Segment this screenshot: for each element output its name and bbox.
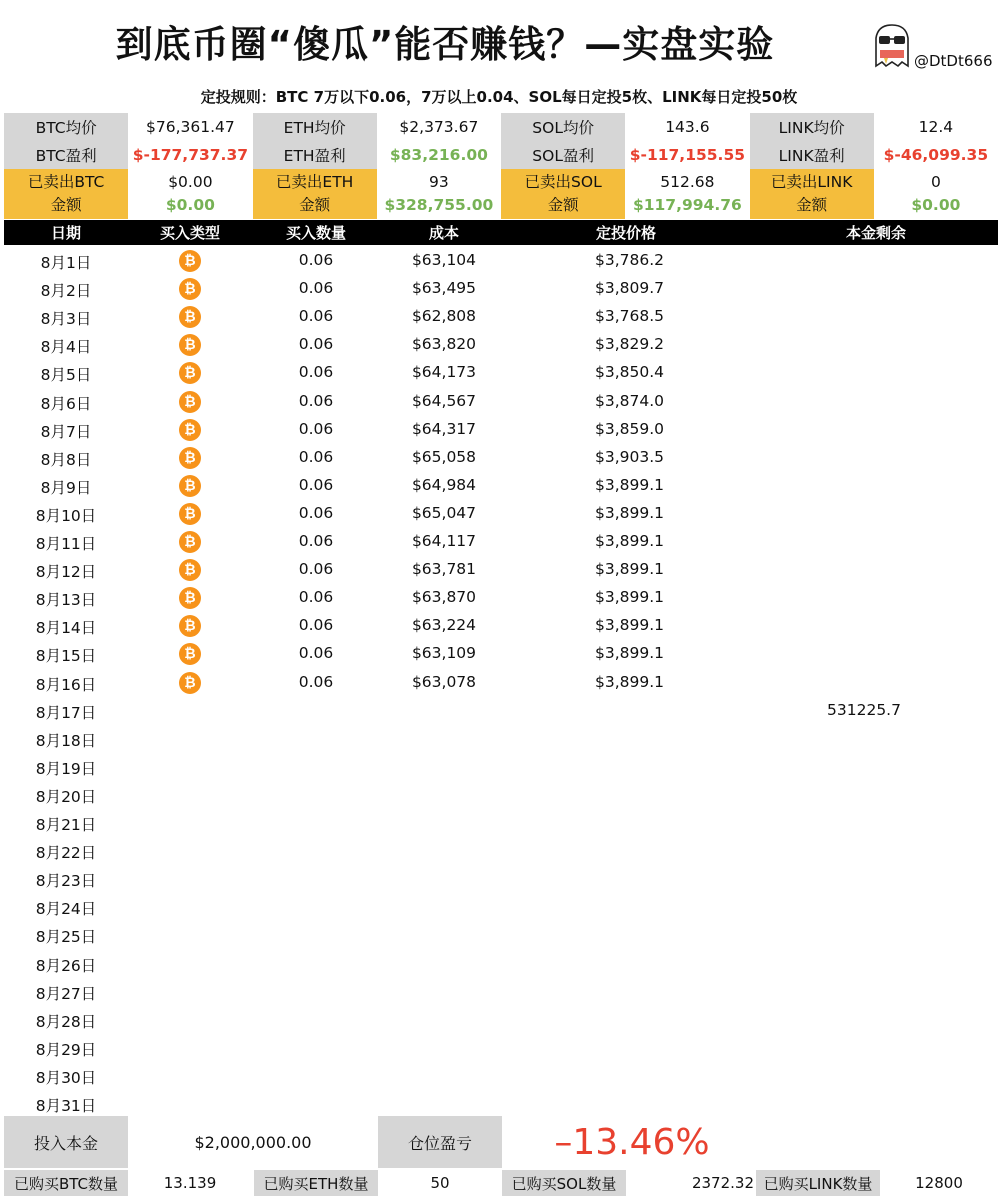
eth-holdings-label: 已购买ETH数量 (254, 1170, 378, 1196)
bitcoin-icon: ₿ (179, 503, 201, 525)
row-qty: 0.06 (298, 503, 334, 522)
stat-value: $76,361.47 (146, 118, 235, 136)
stat-label: BTC盈利 (4, 141, 128, 169)
row-price: $3,899.1 (594, 503, 664, 522)
row-date: 8月4日 (40, 338, 92, 357)
sold-label-top: 已卖出LINK (770, 173, 853, 191)
row-qty: 0.06 (298, 616, 334, 635)
table-header (4, 220, 998, 245)
row-date: 8月1日 (40, 254, 92, 272)
sold-count: 0 (930, 173, 941, 191)
row-date: 8月22日 (35, 844, 97, 863)
row-cost: $63,109 (411, 644, 477, 663)
row-cost: $63,781 (411, 560, 477, 579)
stat-label: ETH均价 (253, 113, 377, 141)
sold-amount: $0.00 (911, 196, 961, 214)
row-date: 8月6日 (40, 394, 92, 413)
stat-label: BTC均价 (4, 113, 128, 141)
sold-amount: $0.00 (165, 196, 215, 214)
bitcoin-icon: ₿ (179, 250, 201, 272)
stats-grid (4, 113, 998, 219)
table-row (4, 752, 998, 780)
bitcoin-icon: ₿ (179, 334, 201, 356)
row-qty: 0.06 (298, 532, 334, 550)
table-row (4, 358, 998, 386)
header-buy-qty: 买入数量 (285, 224, 346, 242)
table-row (4, 864, 998, 892)
row-date: 8月23日 (35, 872, 97, 891)
table-row (4, 274, 998, 302)
row-date: 8月11日 (35, 535, 97, 553)
sold-sol-values (625, 169, 749, 219)
sold-sol-label (501, 169, 625, 219)
row-date: 8月26日 (35, 956, 97, 975)
header-date: 日期 (50, 224, 81, 242)
row-cost: $65,058 (411, 447, 477, 466)
row-cost: $63,495 (411, 279, 477, 298)
bitcoin-icon: ₿ (179, 362, 201, 384)
row-date: 8月15日 (35, 647, 97, 666)
principal-label: 投入本金 (4, 1116, 128, 1168)
profit-row (4, 141, 998, 169)
sol-holdings-label: 已购买SOL数量 (502, 1170, 626, 1196)
stat-label: LINK盈利 (750, 141, 874, 169)
row-cost: $64,567 (411, 391, 477, 410)
bitcoin-icon: ₿ (179, 672, 201, 694)
row-date: 8月19日 (35, 759, 97, 778)
table-row (4, 949, 998, 977)
table-row (4, 443, 998, 471)
row-date: 8月31日 (35, 1097, 97, 1115)
header-remaining: 本金剩余 (845, 224, 906, 242)
row-date: 8月20日 (35, 787, 97, 806)
header-price: 定投价格 (595, 224, 656, 242)
row-price: $3,899.1 (594, 616, 664, 635)
row-qty: 0.06 (298, 672, 334, 691)
table-row (4, 611, 998, 639)
sold-row (4, 169, 998, 219)
sold-eth-label (253, 169, 377, 219)
table-row (4, 808, 998, 836)
row-qty: 0.06 (298, 335, 334, 354)
row-qty: 0.06 (298, 307, 334, 326)
row-cost: $64,317 (411, 419, 477, 438)
summary-block (4, 1116, 998, 1172)
table-row (4, 780, 998, 808)
row-date: 8月8日 (40, 450, 92, 469)
row-date: 8月5日 (40, 366, 92, 385)
stat-label: LINK均价 (750, 113, 874, 141)
sold-link-values (874, 169, 998, 219)
row-price: $3,899.1 (594, 588, 664, 607)
table-row (4, 1061, 998, 1089)
table-row (4, 387, 998, 415)
stat-value: 12.4 (918, 118, 954, 136)
row-price: $3,786.2 (594, 251, 664, 269)
sold-label-top: 已卖出SOL (524, 173, 602, 191)
row-date: 8月27日 (35, 984, 97, 1003)
header-buy-type: 买入类型 (159, 224, 220, 242)
row-qty: 0.06 (298, 279, 334, 298)
row-date: 8月30日 (35, 1068, 97, 1087)
row-date: 8月12日 (35, 563, 97, 582)
sold-label-bottom: 金额 (796, 196, 828, 214)
table-row (4, 471, 998, 499)
table-row (4, 415, 998, 443)
principal-value: $2,000,000.00 (194, 1132, 312, 1152)
row-qty: 0.06 (298, 644, 334, 663)
row-qty: 0.06 (298, 363, 334, 382)
row-date: 8月3日 (40, 310, 92, 329)
sold-label-bottom: 金额 (547, 196, 579, 214)
author-handle: @DtDt666 (914, 52, 993, 70)
row-date: 8月9日 (40, 478, 92, 497)
stat-label: ETH盈利 (253, 141, 377, 169)
bitcoin-icon: ₿ (179, 419, 201, 441)
link-holdings-label: 已购买LINK数量 (756, 1170, 880, 1196)
table-row (4, 836, 998, 864)
row-date: 8月2日 (40, 282, 92, 301)
row-cost: $63,870 (411, 588, 477, 607)
stat-value: $2,373.67 (399, 118, 479, 136)
table-row (4, 555, 998, 583)
sold-label-bottom: 金额 (50, 196, 82, 214)
bitcoin-icon: ₿ (179, 278, 201, 300)
stat-label: SOL盈利 (501, 141, 625, 169)
row-cost: $65,047 (411, 503, 477, 522)
row-qty: 0.06 (298, 251, 334, 269)
row-date: 8月17日 (35, 703, 97, 722)
row-price: $3,899.1 (594, 672, 664, 691)
eth-holdings-value: 50 (430, 1174, 450, 1192)
row-price: $3,859.0 (594, 419, 664, 438)
stat-label: SOL均价 (501, 113, 625, 141)
table-row (4, 246, 998, 274)
row-price: $3,829.2 (594, 335, 664, 354)
row-date: 8月29日 (35, 1040, 97, 1059)
sold-btc-label (4, 169, 128, 219)
sold-eth-values (377, 169, 501, 219)
row-price: $3,903.5 (594, 447, 664, 466)
table-row (4, 1089, 998, 1117)
bitcoin-icon: ₿ (179, 391, 201, 413)
row-date: 8月28日 (35, 1012, 97, 1031)
header-cost: 成本 (428, 224, 459, 242)
pnl-label: 仓位盈亏 (378, 1116, 502, 1168)
sold-label-top: 已卖出BTC (27, 173, 105, 191)
sold-count: $0.00 (168, 173, 213, 191)
row-qty: 0.06 (298, 475, 334, 494)
bitcoin-icon: ₿ (179, 615, 201, 637)
table-row (4, 977, 998, 1005)
sold-label-bottom: 金额 (299, 196, 331, 214)
row-remaining: 531225.7 (827, 700, 901, 719)
bitcoin-icon: ₿ (179, 531, 201, 553)
bitcoin-icon: ₿ (179, 587, 201, 609)
table-row (4, 499, 998, 527)
bitcoin-icon: ₿ (179, 475, 201, 497)
pnl-value: –13.46% (554, 1121, 710, 1163)
table-row (4, 639, 998, 667)
sold-btc-values (128, 169, 252, 219)
row-price: $3,874.0 (594, 391, 664, 410)
sol-holdings-value: 2372.32 (691, 1174, 754, 1192)
btc-profit-value: $-177,737.37 (132, 146, 249, 164)
table-row (4, 724, 998, 752)
page-title: 到底币圈“傻瓜”能否赚钱？—实盘实验 (115, 23, 775, 66)
link-profit-value: $-46,099.35 (883, 146, 989, 164)
row-price: $3,850.4 (594, 363, 664, 382)
sold-label-top: 已卖出ETH (275, 173, 354, 191)
row-cost: $64,984 (411, 475, 477, 494)
row-cost: $63,224 (411, 616, 477, 635)
sold-count: 512.68 (660, 173, 715, 191)
bitcoin-icon: ₿ (179, 447, 201, 469)
stat-value: 143.6 (665, 118, 710, 136)
table-row (4, 583, 998, 611)
row-cost: $63,078 (411, 672, 477, 691)
row-date: 8月21日 (35, 816, 97, 834)
row-date: 8月10日 (35, 506, 97, 525)
row-date: 8月18日 (35, 731, 97, 750)
row-date: 8月25日 (35, 928, 97, 947)
eth-profit-value: $83,216.00 (389, 146, 488, 164)
avatar (870, 22, 914, 68)
btc-holdings-value: 13.139 (163, 1174, 217, 1192)
table-row (4, 302, 998, 330)
table-row (4, 1033, 998, 1061)
row-qty: 0.06 (298, 419, 334, 438)
row-cost: $62,808 (411, 307, 477, 326)
link-holdings-value: 12800 (915, 1174, 963, 1192)
investment-rules: 定投规则：BTC 7万以下0.06，7万以上0.04、SOL每日定投5枚、LINK每日定投50枚 (200, 88, 798, 106)
table-row (4, 668, 998, 696)
table-row (4, 892, 998, 920)
row-date: 8月24日 (35, 900, 97, 919)
sold-amount: $117,994.76 (632, 196, 742, 214)
btc-holdings-label: 已购买BTC数量 (4, 1170, 128, 1196)
row-date: 8月13日 (35, 591, 97, 610)
row-date: 8月16日 (35, 675, 97, 694)
row-cost: $64,117 (411, 532, 477, 550)
sol-profit-value: $-117,155.55 (629, 146, 746, 164)
row-qty: 0.06 (298, 391, 334, 410)
row-price: $3,899.1 (594, 532, 664, 550)
row-price: $3,809.7 (594, 279, 664, 298)
bitcoin-icon: ₿ (179, 306, 201, 328)
row-cost: $63,820 (411, 335, 477, 354)
row-date: 8月14日 (35, 619, 97, 638)
sold-count: 93 (429, 173, 449, 191)
row-price: $3,899.1 (594, 644, 664, 663)
row-qty: 0.06 (298, 588, 334, 607)
row-price: $3,899.1 (594, 475, 664, 494)
average-price-row (4, 113, 998, 141)
row-price: $3,768.5 (594, 307, 664, 326)
table-row (4, 696, 998, 724)
table-row (4, 920, 998, 948)
row-qty: 0.06 (298, 447, 334, 466)
sold-link-label (750, 169, 874, 219)
table-row (4, 527, 998, 555)
bitcoin-icon: ₿ (179, 643, 201, 665)
row-qty: 0.06 (298, 560, 334, 579)
row-cost: $63,104 (411, 251, 477, 269)
row-price: $3,899.1 (594, 560, 664, 579)
table-row (4, 330, 998, 358)
sold-amount: $328,755.00 (384, 196, 494, 214)
row-cost: $64,173 (411, 363, 477, 382)
bitcoin-icon: ₿ (179, 559, 201, 581)
holdings-row (4, 1170, 998, 1198)
row-date: 8月7日 (40, 422, 92, 441)
table-row (4, 1005, 998, 1033)
